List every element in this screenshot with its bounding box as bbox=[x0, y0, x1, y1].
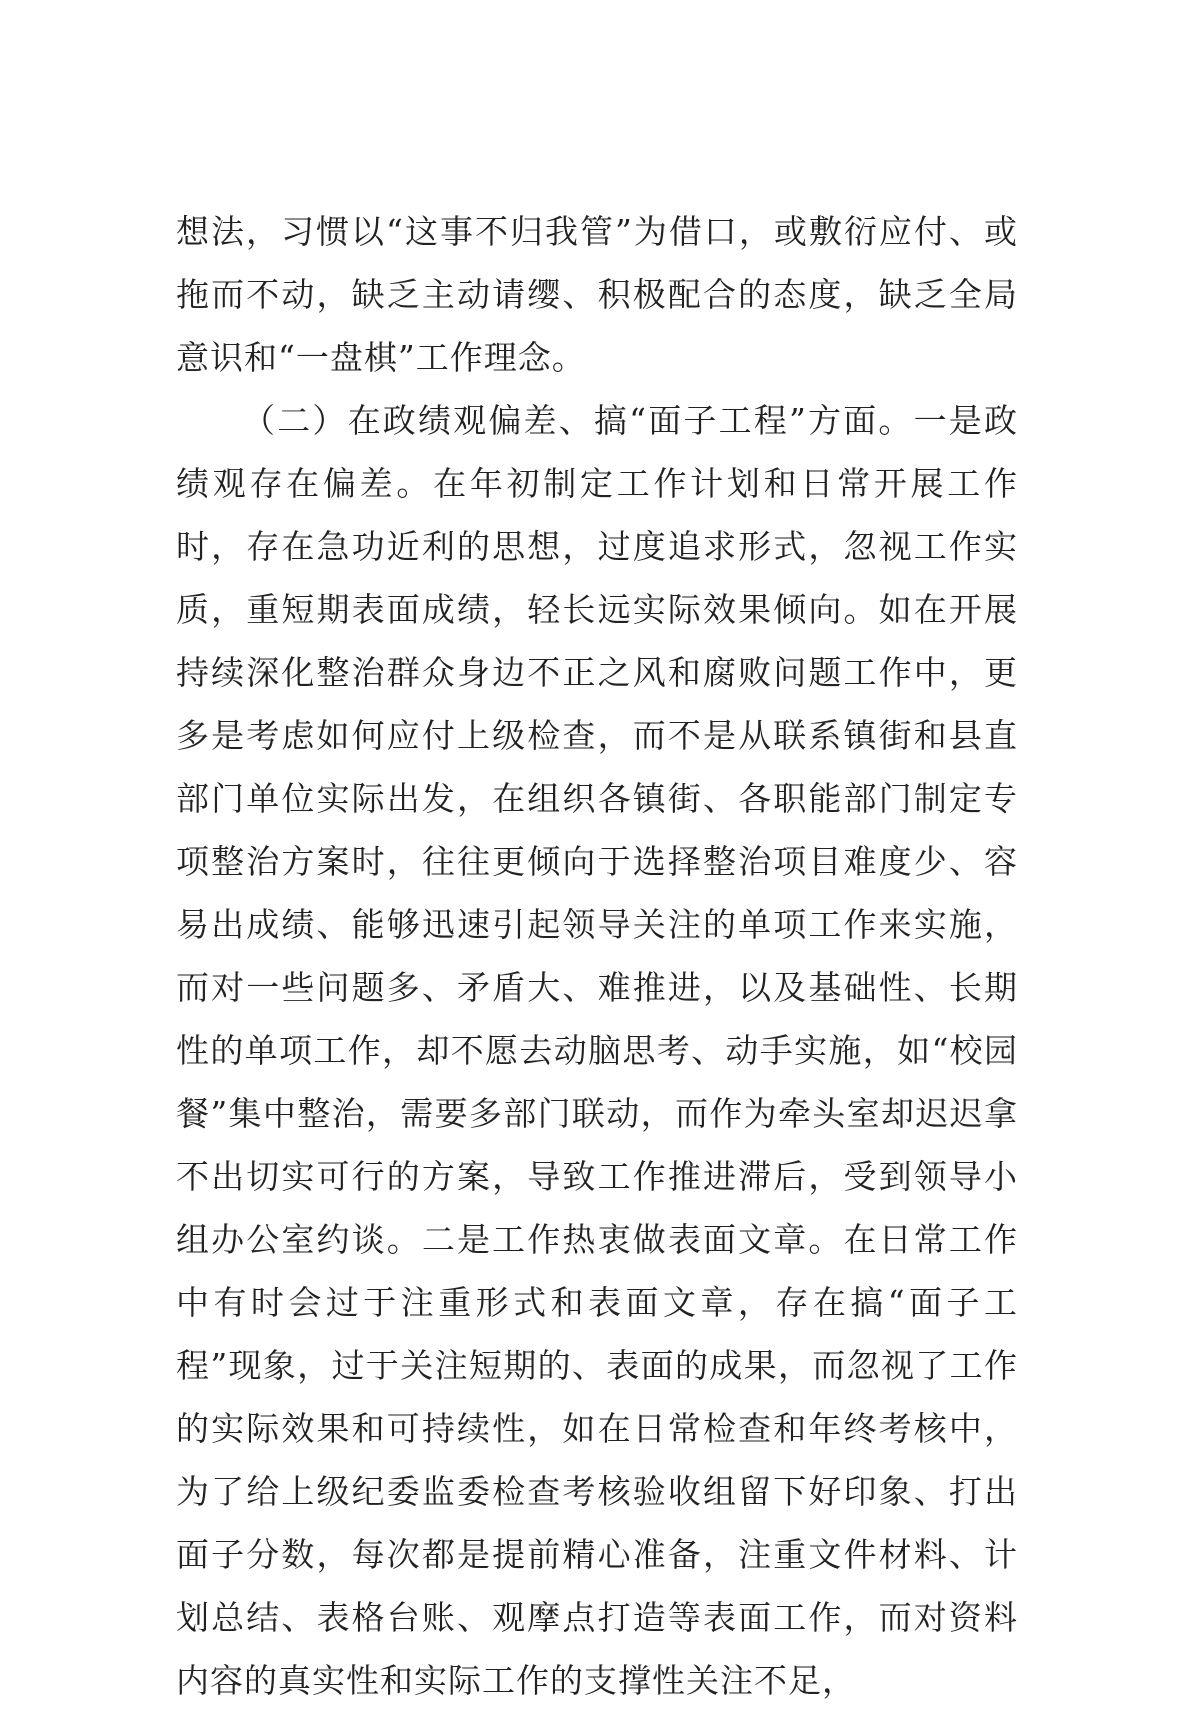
paragraph-section-two: （二）在政绩观偏差、搞“面子工程”方面。一是政绩观存在偏差。在年初制定工作计划和日常开展工作时，存在急功近利的思想，过度追求形式，忽视工作实质，重短期表面成绩，轻长远实际效果倾向。如在开展持续深化整治群众身边不正之风和腐败问题工作中，更多是考虑如何应付上级检查，而不是从联系镇街和县直部门单位实际出发，在组织各镇街、各职能部门制定专项整治方案时，往往更倾向于选择整治项目难度少、容易出成绩、能够迅速引起领导关注的单项工作来实施，而对一些问题多、矛盾大、难推进，以及基础性、长期性的单项工作，却不愿去动脑思考、动手实施，如“校园餐”集中整治，需要多部门联动，而作为牵头室却迟迟拿不出切实可行的方案，导致工作推进滞后，受到领导小组办公室约谈。二是工作热衷做表面文章。在日常工作中有时会过于注重形式和表面文章，存在搞“面子工程”现象，过于关注短期的、表面的成果，而忽视了工作的实际效果和可持续性，如在日常检查和年终考核中，为了给上级纪委监委检查考核验收组留下好印象、打出面子分数，每次都是提前精心准备，注重文件材料、计划总结、表格台账、观摩点打造等表面工作，而对资料内容的真实性和实际工作的支撑性关注不足， bbox=[176, 401, 1018, 1700]
document-body bbox=[176, 200, 1018, 1712]
paragraph-continuation: 想法，习惯以“这事不归我管”为借口，或敷衍应付、或拖而不动，缺乏主动请缨、积极配合的态度，缺乏全局意识和“一盘棋”工作理念。 bbox=[176, 212, 1018, 377]
